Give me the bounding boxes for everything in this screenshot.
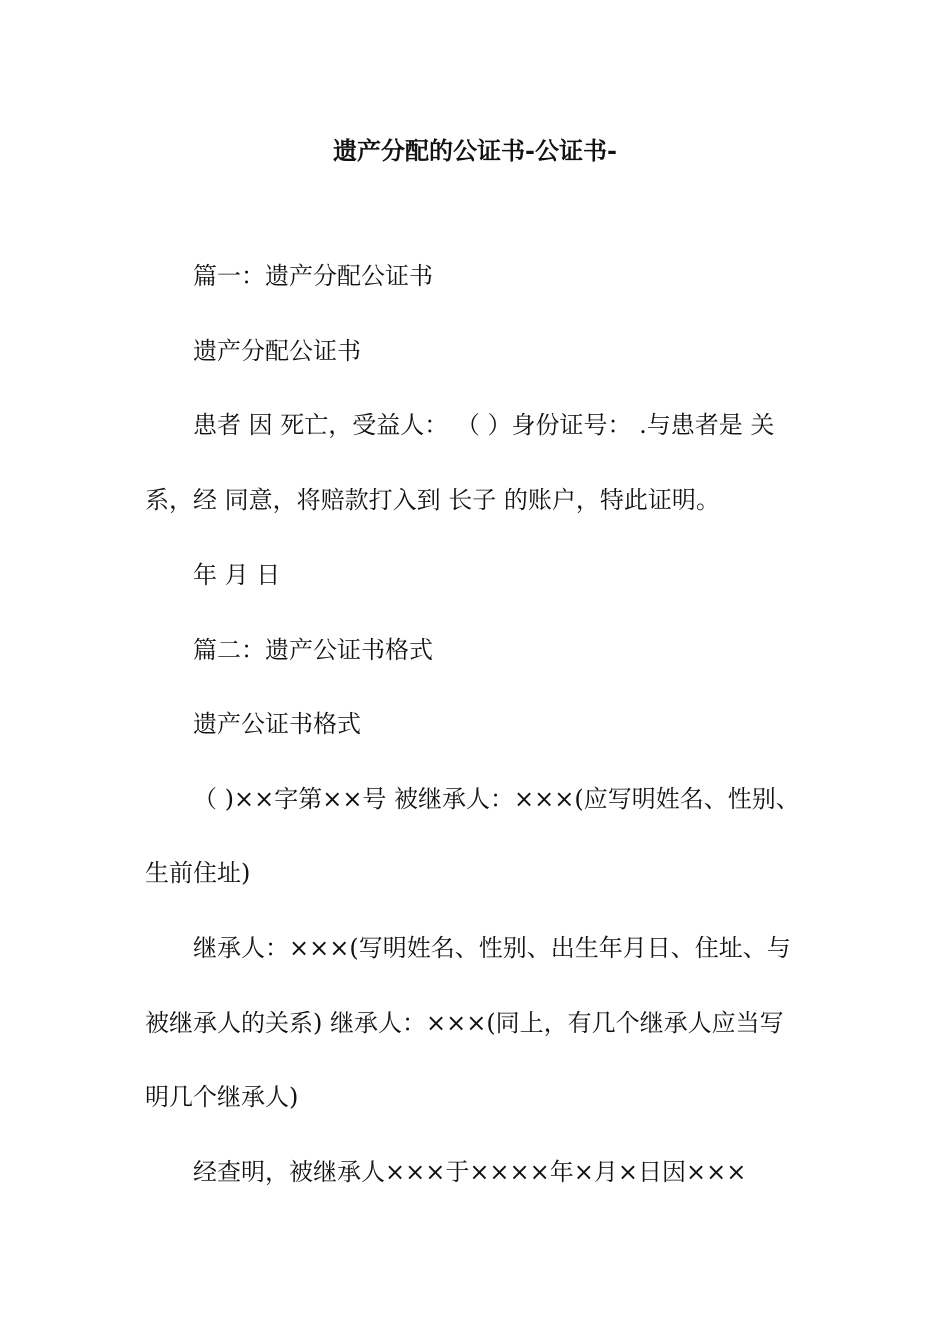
- paragraph-line: （ )××字第××号 被继承人：×××(应写明姓名、性别、: [193, 785, 800, 813]
- date-line: 年 月 日: [193, 561, 281, 589]
- paragraph-line: 生前住址): [145, 859, 251, 887]
- section-one-subtitle: 遗产分配公证书: [193, 337, 361, 365]
- paragraph-line: 患者 因 死亡，受益人： （ ）身份证号： .与患者是 关: [193, 411, 775, 439]
- paragraph-line: 被继承人的关系) 继承人：×××(同上，有几个继承人应当写: [145, 1009, 784, 1037]
- paragraph-line: 经查明，被继承人×××于××××年×月×日因×××: [193, 1158, 747, 1186]
- paragraph-line: 继承人：×××(写明姓名、性别、出生年月日、住址、与: [193, 934, 791, 962]
- section-two-subtitle: 遗产公证书格式: [193, 710, 361, 738]
- paragraph-line: 明几个继承人): [145, 1083, 299, 1111]
- document-title: 遗产分配的公证书-公证书-: [333, 136, 617, 165]
- section-one-heading: 篇一：遗产分配公证书: [193, 262, 433, 290]
- section-two-heading: 篇二：遗产公证书格式: [193, 636, 433, 664]
- paragraph-line: 系，经 同意，将赔款打入到 长子 的账户，特此证明。: [145, 486, 720, 514]
